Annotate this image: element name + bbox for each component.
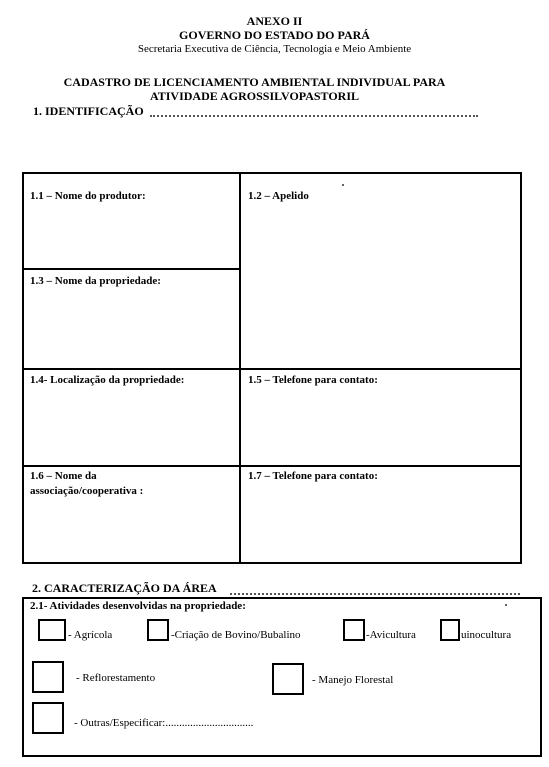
- section1-title-bar: [150, 105, 478, 117]
- field-nickname-area[interactable]: [242, 205, 520, 365]
- field-producer-name-area[interactable]: [24, 205, 238, 265]
- table-divider-row1-left: [22, 268, 240, 270]
- option-bovino-bubalino-label: -Criação de Bovino/Bubalino: [171, 629, 301, 641]
- table-divider-row2: [22, 368, 522, 370]
- annex-label: ANEXO II: [246, 14, 303, 28]
- checkbox-suinocultura[interactable]: [440, 619, 460, 641]
- option-suinocultura-label: uinocultura: [461, 629, 512, 641]
- scan-speck: [342, 184, 344, 186]
- field-property-name-label: 1.3 – Nome da propriedade:: [30, 275, 161, 287]
- field-association-area[interactable]: [24, 500, 238, 562]
- field-property-location-label: 1.4- Localização da propriedade:: [30, 374, 185, 386]
- option-agricola-label: - Agrícola: [68, 629, 113, 641]
- field-property-name-area[interactable]: [24, 290, 238, 366]
- government-title: GOVERNO DO ESTADO DO PARÁ: [179, 28, 370, 42]
- secretariat-name: Secretaria Executiva de Ciência, Tecnologia e Meio Ambiente: [137, 43, 412, 55]
- option-avicultura-label: -Avicultura: [366, 629, 416, 641]
- section1-title: 1. IDENTIFICAÇÃO: [33, 104, 144, 118]
- field-phone-2-label: 1.7 – Telefone para contato:: [248, 470, 378, 482]
- section2-title: 2. CARACTERIZAÇÃO DA ÁREA: [32, 581, 217, 595]
- checkbox-bovino-bubalino[interactable]: [147, 619, 169, 641]
- field-phone-1-label: 1.5 – Telefone para contato:: [248, 374, 378, 386]
- activities-subtitle: 2.1- Atividades desenvolvidas na propriedade:: [30, 600, 246, 612]
- checkbox-agricola[interactable]: [38, 619, 66, 641]
- field-property-location-area[interactable]: [24, 389, 238, 463]
- field-phone-2-area[interactable]: [242, 485, 520, 562]
- option-outras-label: - Outras/Especificar:................................: [74, 717, 254, 729]
- field-association-label-line1: 1.6 – Nome da: [30, 470, 97, 482]
- option-reflorestamento-label: - Reflorestamento: [76, 672, 156, 684]
- field-phone-1-area[interactable]: [242, 389, 520, 463]
- field-nickname-label: 1.2 – Apelido: [248, 190, 309, 202]
- form-title-line1: CADASTRO DE LICENCIAMENTO AMBIENTAL INDIVIDUAL PARA: [63, 75, 446, 89]
- checkbox-reflorestamento[interactable]: [32, 661, 64, 693]
- checkbox-outras[interactable]: [32, 702, 64, 734]
- form-title-line2: ATIVIDADE AGROSSILVOPASTORIL: [149, 89, 360, 103]
- checkbox-manejo-florestal[interactable]: [272, 663, 304, 695]
- option-manejo-florestal-label: - Manejo Florestal: [312, 674, 394, 686]
- field-association-label-line2: associação/cooperativa :: [30, 485, 144, 497]
- section2-title-bar: [230, 583, 520, 595]
- field-producer-name-label: 1.1 – Nome do produtor:: [30, 190, 146, 202]
- checkbox-avicultura[interactable]: [343, 619, 365, 641]
- table-divider-row3: [22, 465, 522, 467]
